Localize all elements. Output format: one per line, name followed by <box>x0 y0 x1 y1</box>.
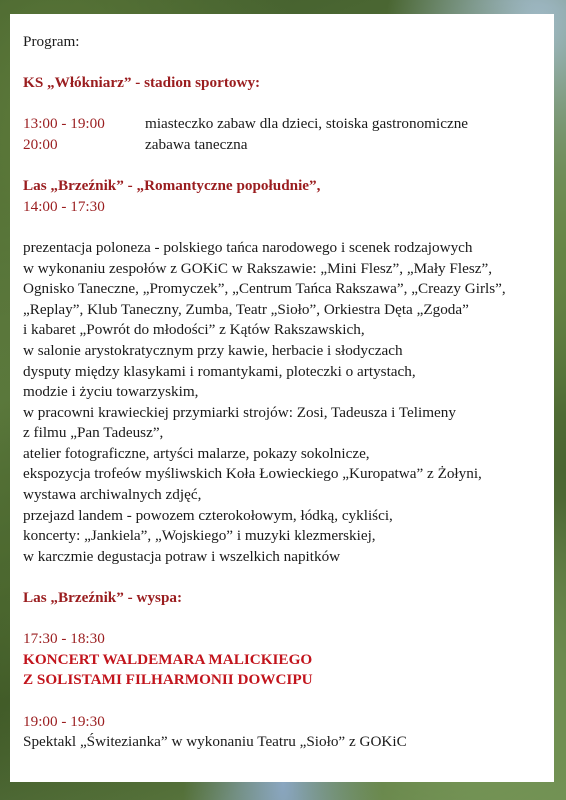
concert-title-line1: KONCERT WALDEMARA MALICKIEGO <box>23 650 313 668</box>
schedule-text: zabawa taneczna <box>145 135 248 153</box>
description-line: i kabaret „Powrót do młodości” z Kątów Rakszawskich, <box>23 321 365 339</box>
section2-description <box>23 238 542 568</box>
program-card <box>10 14 554 782</box>
description-line: wystawa archiwalnych zdjęć, <box>23 486 202 504</box>
section1-schedule <box>23 114 542 155</box>
description-line: dysputy między klasykami i romantykami, ploteczki o artystach, <box>23 362 416 380</box>
description-line: w wykonaniu zespołów z GOKiC w Rakszawie: „Mini Flesz”, „Mały Flesz”, <box>23 259 493 277</box>
description-line: w salonie arystokratycznym przy kawie, herbacie i słodyczach <box>23 341 403 359</box>
section1-title: KS „Włókniarz” - stadion sportowy: <box>23 74 261 92</box>
concert-title-line2: Z SOLISTAMI FILHARMONII DOWCIPU <box>23 671 313 689</box>
section2-title: Las „Brzeźnik” - „Romantyczne popołudnie”, <box>23 177 321 195</box>
description-line: przejazd landem - powozem czterokołowym, łódką, cykliści, <box>23 506 393 524</box>
schedule-text: miasteczko zabaw dla dzieci, stoiska gastronomiczne <box>145 115 469 133</box>
description-line: atelier fotograficzne, artyści malarze, pokazy sokolnicze, <box>23 444 370 462</box>
section3-time2: 19:00 - 19:30 <box>23 712 105 730</box>
description-line: Ognisko Taneczne, „Promyczek”, „Centrum Tańca Rakszawa”, „Creazy Girls”, <box>23 280 506 298</box>
schedule-time: 13:00 - 19:00 <box>23 115 105 133</box>
description-line: z filmu „Pan Tadeusz”, <box>23 424 164 442</box>
section3-time1: 17:30 - 18:30 <box>23 630 105 648</box>
section3-title: Las „Brzeźnik” - wyspa: <box>23 589 183 607</box>
schedule-time: 20:00 <box>23 135 58 153</box>
description-line: „Replay”, Klub Taneczny, Zumba, Teatr „Sioło”, Orkiestra Dęta „Zgoda” <box>23 300 469 318</box>
program-label: Program: <box>23 33 80 50</box>
description-line: prezentacja poloneza - polskiego tańca narodowego i scenek rodzajowych <box>23 238 473 256</box>
spektakl-line: Spektakl „Świtezianka” w wykonaniu Teatru „Sioło” z GOKiC <box>23 733 407 751</box>
description-line: modzie i życiu towarzyskim, <box>23 383 199 401</box>
section2-time: 14:00 - 17:30 <box>23 197 105 215</box>
description-line: ekspozycja trofeów myśliwskich Koła Łowieckiego „Kuropatwa” z Żołyni, <box>23 465 482 483</box>
description-line: w karczmie degustacja potraw i wszelkich napitków <box>23 547 341 565</box>
description-line: koncerty: „Jankiela”, „Wojskiego” i muzyki klezmerskiej, <box>23 527 376 545</box>
description-line: w pracowni krawieckiej przymiarki strojów: Zosi, Tadeusza i Telimeny <box>23 403 456 421</box>
